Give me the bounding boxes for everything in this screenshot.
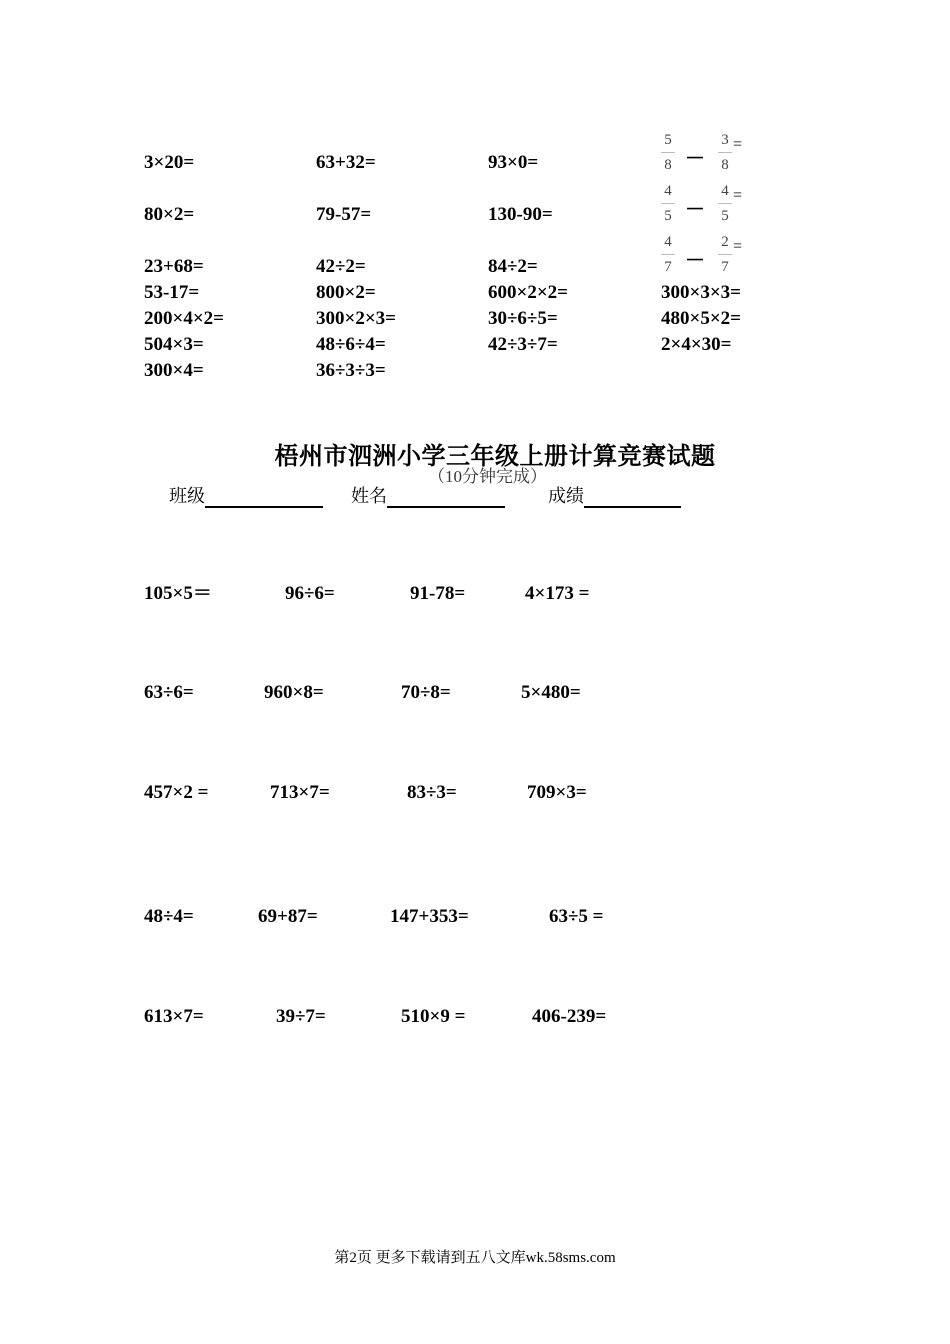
problem: 504×3= <box>144 334 204 355</box>
problem: 93×0= <box>488 152 539 173</box>
problem: 713×7= <box>270 782 330 803</box>
denominator: 7 <box>664 259 672 275</box>
problem: 4×173 = <box>525 583 590 604</box>
problem: 960×8= <box>264 682 324 703</box>
class-field <box>169 482 323 508</box>
problem: 200×4×2= <box>144 308 224 329</box>
problem: 42÷2= <box>316 256 366 277</box>
fraction-problem <box>661 130 771 176</box>
problem: 83÷3= <box>407 782 457 803</box>
problem: 709×3= <box>527 782 587 803</box>
problem: 53-17= <box>144 282 200 303</box>
score-label: 成绩 <box>548 486 584 506</box>
numerator: 4 <box>664 234 672 250</box>
page-subtitle: （10分钟完成） <box>428 467 547 486</box>
problem: 510×9 = <box>401 1006 466 1027</box>
minus-sign: － <box>685 199 705 221</box>
fraction <box>661 181 675 226</box>
fraction-problem <box>661 232 771 278</box>
problem: 23+68= <box>144 256 204 277</box>
problem: 800×2= <box>316 282 376 303</box>
problem: 130-90= <box>488 204 553 225</box>
fraction <box>718 232 732 277</box>
minus-sign: － <box>685 250 705 272</box>
numerator: 5 <box>664 132 672 148</box>
fraction <box>718 130 732 175</box>
numerator: 3 <box>721 132 729 148</box>
problem: 42÷3÷7= <box>488 334 558 355</box>
fraction <box>718 181 732 226</box>
problem: 63÷6= <box>144 682 194 703</box>
problem: 600×2×2= <box>488 282 568 303</box>
problem: 70÷8= <box>401 682 451 703</box>
fraction <box>661 232 675 277</box>
problem: 39÷7= <box>276 1006 326 1027</box>
numerator: 4 <box>721 183 729 199</box>
page-title: 梧州市泗洲小学三年级上册计算竞赛试题 <box>274 444 716 470</box>
problem: 48÷6÷4= <box>316 334 386 355</box>
problem: 105×5＝ <box>144 583 212 604</box>
equals-sign: = <box>733 136 743 153</box>
problem: 3×20= <box>144 152 195 173</box>
denominator: 7 <box>721 259 729 275</box>
problem: 96÷6= <box>285 583 335 604</box>
problem: 147+353= <box>390 906 469 927</box>
problem: 79-57= <box>316 204 372 225</box>
class-blank[interactable] <box>205 486 323 508</box>
name-label: 姓名 <box>351 486 387 506</box>
name-field <box>351 482 505 508</box>
score-blank[interactable] <box>584 486 681 508</box>
name-blank[interactable] <box>387 486 505 508</box>
problem: 480×5×2= <box>661 308 741 329</box>
denominator: 5 <box>721 208 729 224</box>
problem: 63+32= <box>316 152 376 173</box>
fraction <box>661 130 675 175</box>
problem: 300×4= <box>144 360 204 381</box>
score-field <box>548 482 681 508</box>
problem: 2×4×30= <box>661 334 732 355</box>
equals-sign: = <box>733 238 743 255</box>
problem: 406-239= <box>532 1006 607 1027</box>
denominator: 8 <box>664 157 672 173</box>
problem: 80×2= <box>144 204 195 225</box>
problem: 300×3×3= <box>661 282 741 303</box>
problem: 48÷4= <box>144 906 194 927</box>
page-footer: 第2页 更多下载请到五八文库wk.58sms.com <box>334 1250 616 1266</box>
problem: 613×7= <box>144 1006 204 1027</box>
equals-sign: = <box>733 187 743 204</box>
numerator: 4 <box>664 183 672 199</box>
problem: 84÷2= <box>488 256 538 277</box>
problem: 69+87= <box>258 906 318 927</box>
denominator: 5 <box>664 208 672 224</box>
problem: 63÷5 = <box>549 906 604 927</box>
problem: 457×2 = <box>144 782 209 803</box>
class-label: 班级 <box>169 486 205 506</box>
problem: 36÷3÷3= <box>316 360 386 381</box>
problem: 5×480= <box>521 682 581 703</box>
minus-sign: － <box>685 148 705 170</box>
numerator: 2 <box>721 234 729 250</box>
problem: 91-78= <box>410 583 466 604</box>
problem: 30÷6÷5= <box>488 308 558 329</box>
fraction-problem <box>661 181 771 227</box>
denominator: 8 <box>721 157 729 173</box>
problem: 300×2×3= <box>316 308 396 329</box>
